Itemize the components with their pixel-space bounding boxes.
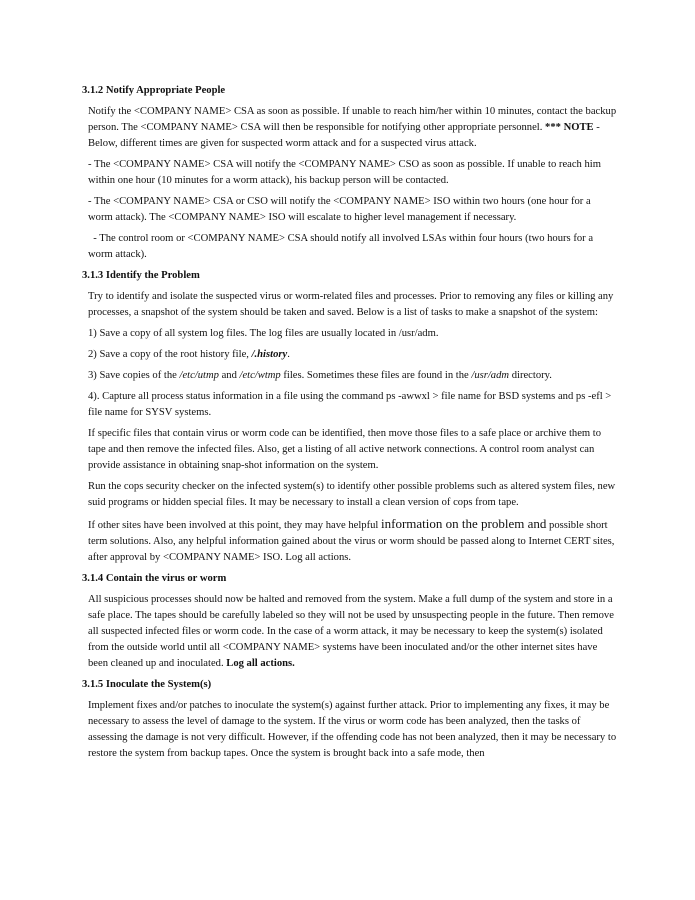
bold-text: Log all actions.: [226, 658, 295, 669]
list-item: 1) Save a copy of all system log files. The log files are usually located in /usr/adm.: [88, 328, 439, 339]
paragraph: - The control room or <COMPANY NAME> CSA should notify all involved LSAs within four hours (two hours for a worm attack).: [88, 233, 596, 260]
paragraph: - The <COMPANY NAME> CSA will notify the <COMPANY NAME> CSO as soon as possible. If unable to reach him within one hour (10 minutes for a worm attack), his backup person will be contacted.: [88, 159, 601, 186]
document-body: [82, 83, 618, 767]
text-large: information on the problem and: [381, 516, 547, 531]
text: possible short term solutions. Also, any helpful information gained about the virus or worm should be passed along to Internet CERT sites, after approval by <COMPANY NAME> ISO. Log all actions.: [88, 520, 615, 563]
list-item: [88, 347, 618, 363]
text: If other sites have been involved at this point, they may have helpful: [88, 520, 382, 531]
text: .: [287, 349, 290, 360]
paragraph: [88, 592, 618, 672]
list-item: 4). Capture all process status information in a file using the command ps -awwxl > file name for BSD systems and ps -efl > file name for SYSV systems.: [88, 391, 612, 418]
text: Notify the <COMPANY NAME> CSA as soon as possible. If unable to reach him/her within 10 minutes, contact the backup person. The <COMPANY NAME> CSA will then be responsible for notifying other appropriate personnel.: [88, 106, 617, 133]
file-path: /usr/adm: [471, 370, 510, 381]
text: 3) Save copies of the: [88, 370, 180, 381]
paragraph: [88, 104, 618, 152]
text: All suspicious processes should now be halted and removed from the system. Make a full dump of the system and store in a safe place. The tapes should be carefully labeled so they will not be used by unsuspecting people in the future. Then remove all suspected infected files or worm code. In the case of a worm attack, it may be necessary to keep the system(s) isolated from the outside world until all <COMPANY NAME> systems have been inoculated and/or the other internet sites have been cleaned up and inoculated.: [88, 594, 614, 669]
paragraph: [88, 516, 618, 566]
section-heading-3-1-3: 3.1.3 Identify the Problem: [82, 270, 200, 281]
paragraph: Run the cops security checker on the infected system(s) to identify other possible problems such as altered system files, new suid programs or hidden special files. It may be necessary to install a clean version of cops from tape.: [88, 481, 616, 508]
text: - Below, different times are given for suspected worm attack and for a suspected virus attack.: [88, 122, 600, 149]
text: directory.: [509, 370, 552, 381]
paragraph: If specific files that contain virus or worm code can be identified, then move those files to a safe place or archive them to tape and then remove the infected files. Also, get a listing of all active network connections. A control room analyst can provide assistance in obtaining snap-shot information on the system.: [88, 428, 602, 471]
file-path: /.history: [251, 349, 288, 360]
section-heading-3-1-5: 3.1.5 Inoculate the System(s): [82, 679, 212, 690]
section-heading-3-1-4: 3.1.4 Contain the virus or worm: [82, 573, 227, 584]
note-label: *** NOTE: [545, 122, 594, 133]
paragraph: - The <COMPANY NAME> CSA or CSO will notify the <COMPANY NAME> ISO within two hours (one hour for a worm attack). The <COMPANY NAME> ISO will escalate to higher level management if necessary.: [88, 196, 591, 223]
paragraph: Implement fixes and/or patches to inoculate the system(s) against further attack. Prior to implementing any fixes, it may be necessary to assess the level of damage to the system. If the virus or worm code has been analyzed, then the tasks of assessing the damage is not very difficult. However, if the offending code has not been analyzed, then it may be necessary to restore the system from backup tapes. Once the system is brought back into a safe mode, then: [88, 700, 617, 759]
text: and: [218, 370, 240, 381]
section-heading-3-1-2: 3.1.2 Notify Appropriate People: [82, 85, 226, 96]
text: 2) Save a copy of the root history file,: [88, 349, 252, 360]
text: files. Sometimes these files are found in the: [280, 370, 472, 381]
file-path: /etc/utmp: [179, 370, 219, 381]
paragraph: Try to identify and isolate the suspected virus or worm-related files and processes. Prior to removing any files or killing any processes, a snapshot of the system should be taken and saved. Below is a list of tasks to make a snapshot of the system:: [88, 291, 614, 318]
list-item: [88, 368, 618, 384]
file-path: /etc/wtmp: [239, 370, 281, 381]
